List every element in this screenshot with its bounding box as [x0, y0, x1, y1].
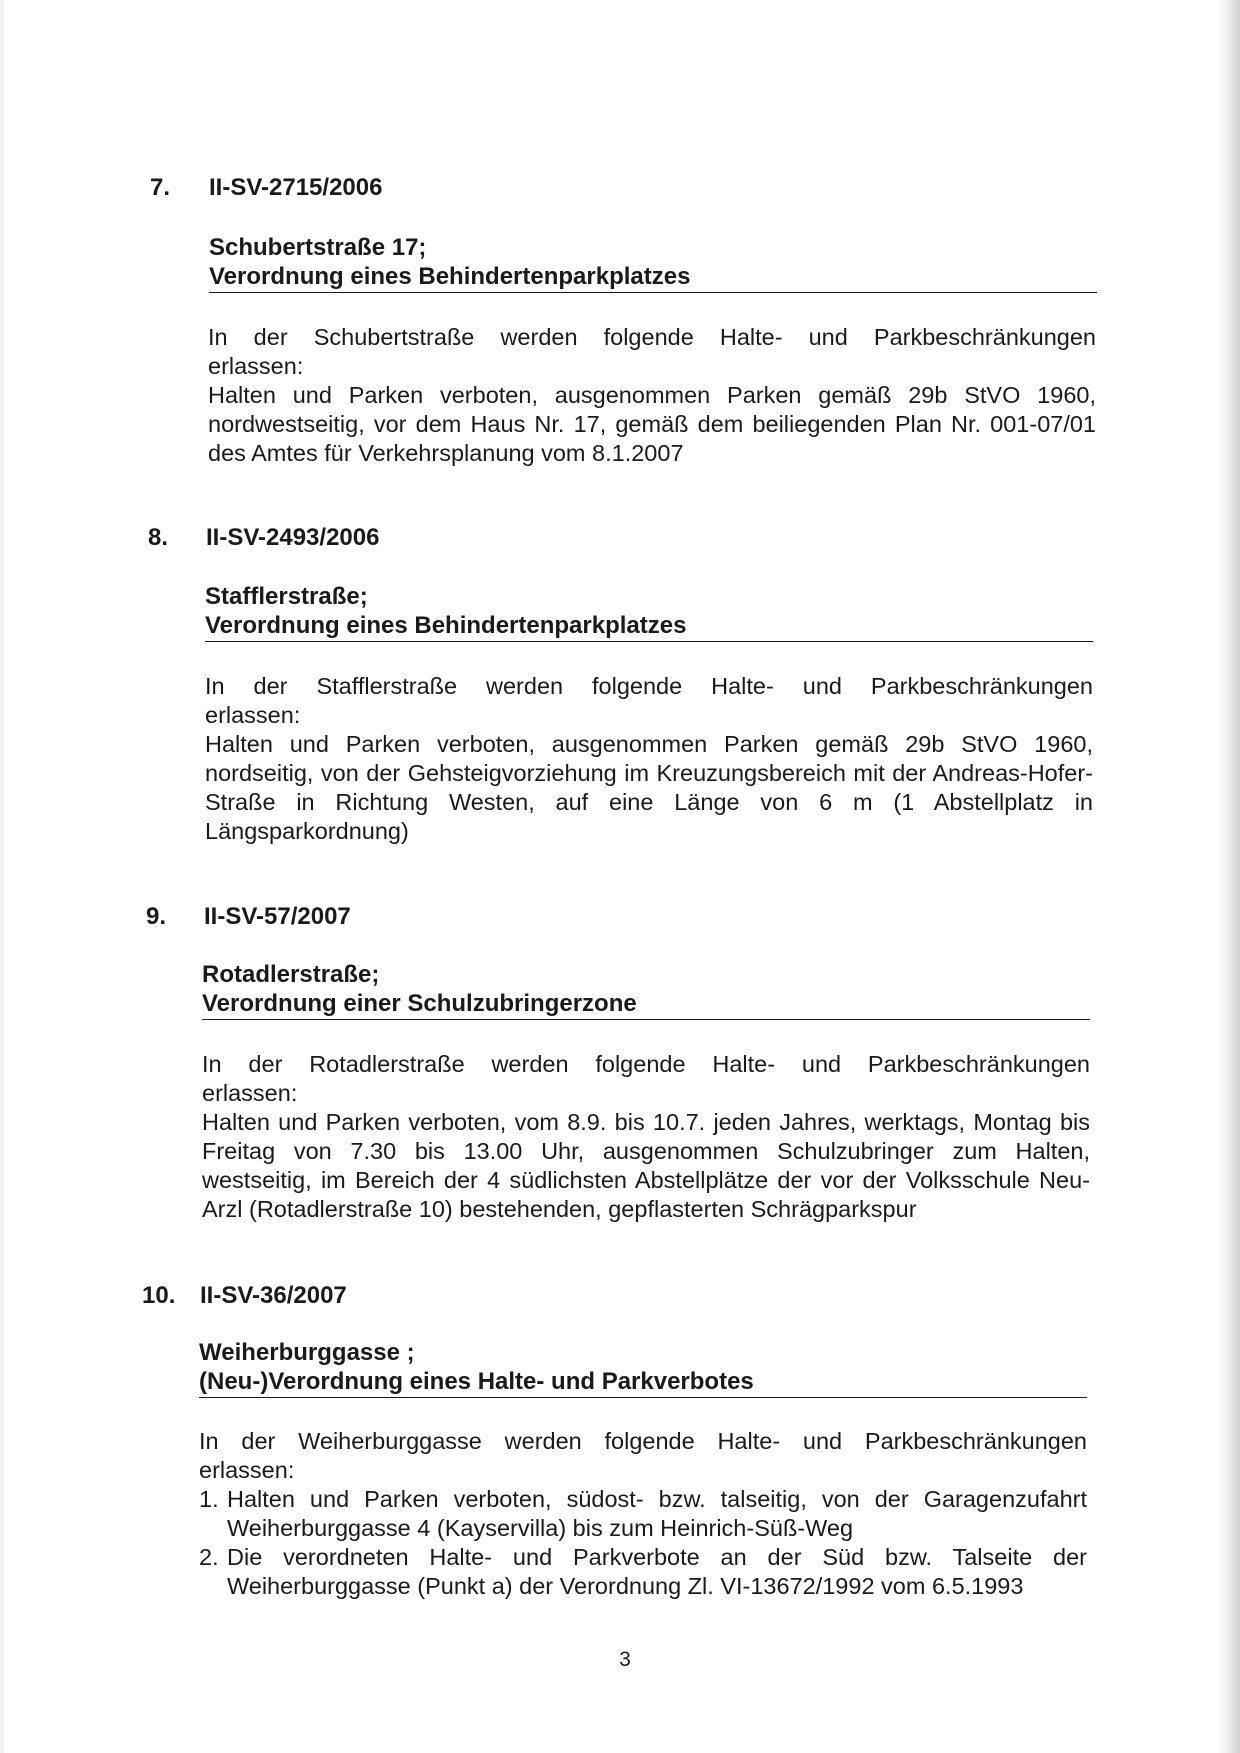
- item-body: [199, 1427, 1087, 1601]
- regulation-list: [199, 1485, 1087, 1601]
- list-item-text: Die verordneten Halte- und Parkverbote an der Süd bzw. Talseite der Weiherburggasse (Punkt a) der Verordnung Zl. VI-13672/1992 vom 6.5.1993: [227, 1544, 1087, 1599]
- item-heading: [199, 1338, 1087, 1398]
- item-heading: [202, 960, 1090, 1020]
- heading-subject: (Neu-)Verordnung eines Halte- und Parkverbotes: [199, 1368, 754, 1395]
- intro-line: erlassen:: [202, 1080, 298, 1106]
- item-number: 7.: [150, 174, 171, 201]
- item-code: II-SV-2715/2006: [209, 174, 383, 201]
- item-number: 9.: [146, 903, 167, 930]
- item-number: 10.: [142, 1282, 176, 1309]
- list-item-text: Halten und Parken verboten, südost- bzw. talseitig, von der Garagenzufahrt Weiherburggasse 4 (Kayservilla) bis zum Heinrich-Süß-Weg: [227, 1486, 1087, 1541]
- regulation-text: Halten und Parken verboten, vom 8.9. bis 10.7. jeden Jahres, werktags, Montag bis Freitag von 7.30 bis 13.00 Uhr, ausgenommen Schulzubringer zum Halten, westseitig, im Bereich der 4 südlichsten Abstellplätze der vor der Volksschule Neu-Arzl (Rotadlerstraße 10) bestehenden, gepflasterten Schrägparkspur: [202, 1109, 1090, 1222]
- item-code: II-SV-57/2007: [204, 903, 351, 930]
- heading-street: Schubertstraße 17;: [209, 234, 427, 261]
- item-code: II-SV-36/2007: [200, 1282, 347, 1309]
- heading-subject: Verordnung eines Behindertenparkplatzes: [209, 263, 691, 290]
- heading-street: Weiherburggasse ;: [199, 1339, 415, 1366]
- page-number: 3: [619, 1648, 631, 1671]
- item-code: II-SV-2493/2006: [206, 524, 380, 551]
- list-item: [199, 1543, 1087, 1601]
- list-item: [199, 1485, 1087, 1543]
- heading-street: Stafflerstraße;: [205, 583, 368, 610]
- item-heading: [205, 582, 1093, 642]
- item-number: 8.: [148, 524, 169, 551]
- list-item-number: 1.: [199, 1486, 219, 1512]
- item-body: [202, 1050, 1090, 1224]
- item-body: [208, 323, 1096, 468]
- scan-edge-left: [0, 0, 4, 1753]
- heading-subject: Verordnung einer Schulzubringerzone: [202, 990, 637, 1017]
- heading-subject: Verordnung eines Behindertenparkplatzes: [205, 612, 687, 639]
- regulation-text: Halten und Parken verboten, ausgenommen Parken gemäß 29b StVO 1960, nordwestseitig, vor dem Haus Nr. 17, gemäß dem beiliegenden Plan Nr. 001-07/01 des Amtes für Verkehrsplanung vom 8.1.2007: [208, 382, 1096, 466]
- list-item-number: 2.: [199, 1544, 219, 1570]
- item-heading: [209, 233, 1097, 293]
- item-body: [205, 672, 1093, 846]
- regulation-text: Halten und Parken verboten, ausgenommen Parken gemäß 29b StVO 1960, nordseitig, von der Gehsteigvorziehung im Kreuzungsbereich mit der Andreas-Hofer-Straße in Richtung Westen, auf eine Länge von 6 m (1 Abstellplatz in Längsparkordnung): [205, 731, 1093, 844]
- intro-line: In der Stafflerstraße werden folgende Halte- und Parkbeschränkungen: [205, 673, 1093, 699]
- heading-street: Rotadlerstraße;: [202, 961, 380, 988]
- intro-line: erlassen:: [199, 1457, 295, 1483]
- intro-line: erlassen:: [205, 702, 301, 728]
- intro-line: In der Rotadlerstraße werden folgende Halte- und Parkbeschränkungen: [202, 1051, 1090, 1077]
- intro-line: erlassen:: [208, 353, 304, 379]
- intro-line: In der Schubertstraße werden folgende Halte- und Parkbeschränkungen: [208, 324, 1096, 350]
- scan-edge-right: [1218, 0, 1240, 1753]
- intro-line: In der Weiherburggasse werden folgende Halte- und Parkbeschränkungen: [199, 1428, 1087, 1454]
